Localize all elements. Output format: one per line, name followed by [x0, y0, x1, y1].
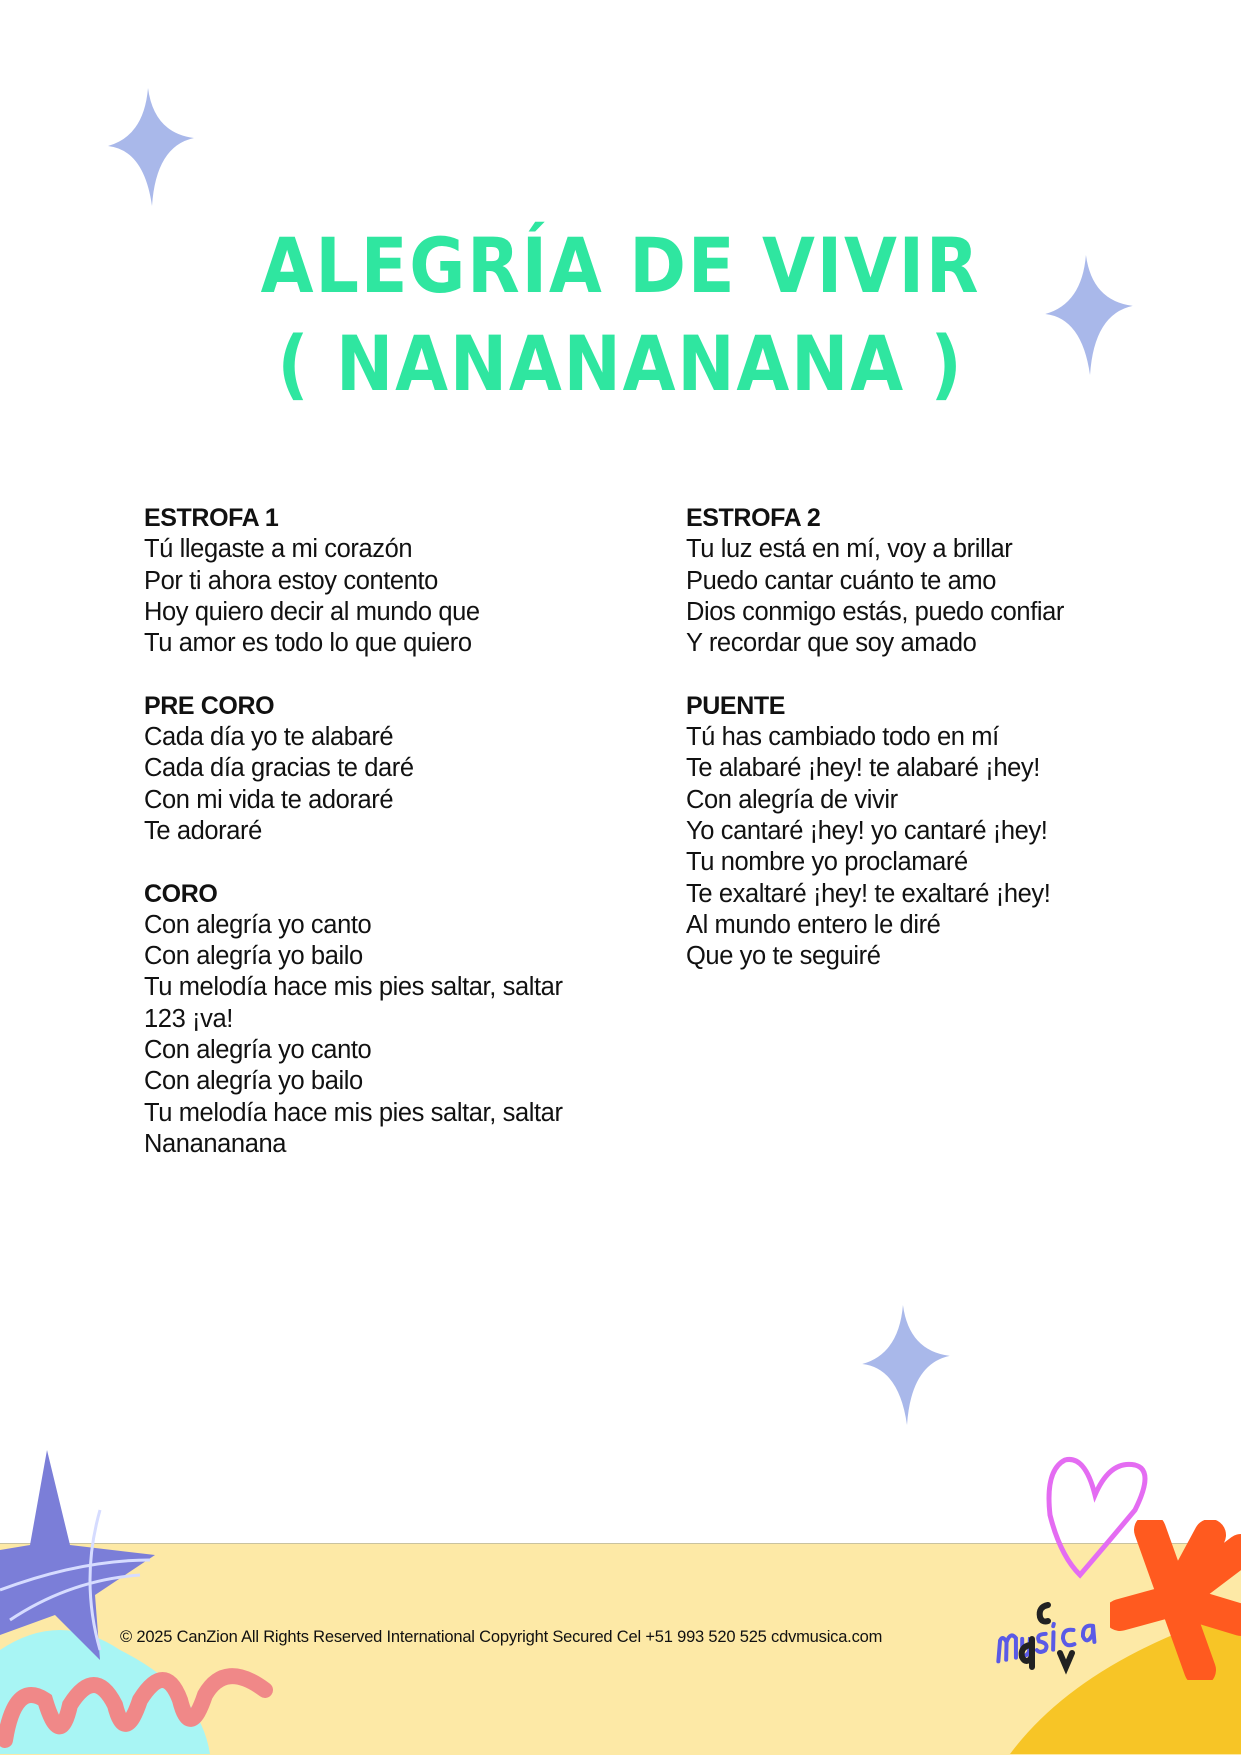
lyric-line: Te alabaré ¡hey! te alabaré ¡hey! [686, 754, 1040, 783]
lyric-line: Tú llegaste a mi corazón [144, 535, 413, 564]
lyrics-left-column [144, 503, 563, 1192]
lyric-line: 123 ¡va! [144, 1004, 233, 1033]
lyric-line: Que yo te seguiré [686, 942, 881, 971]
section-estrofa-1 [144, 503, 563, 659]
section-heading: ESTROFA 2 [686, 504, 821, 532]
lyric-line: Te exaltaré ¡hey! te exaltaré ¡hey! [686, 879, 1051, 908]
section-estrofa-2 [686, 503, 1064, 659]
lyric-line: Al mundo entero le diré [686, 910, 941, 939]
lyric-line: Dios conmigo estás, puedo confiar [686, 597, 1065, 626]
lyric-line: Con mi vida te adoraré [144, 785, 394, 814]
lyric-line: Cada día yo te alabaré [144, 723, 394, 752]
section-coro [144, 879, 563, 1161]
sparkle-icon [862, 1305, 950, 1425]
squiggle-decoration [0, 1660, 280, 1750]
lyric-line: Yo cantaré ¡hey! yo cantaré ¡hey! [686, 816, 1048, 845]
lyric-line: Con alegría yo canto [144, 910, 372, 939]
lyric-line: Con alegría yo bailo [144, 942, 363, 971]
lyric-line: Nanananana [144, 1129, 287, 1158]
section-puente [686, 691, 1064, 973]
sparkle-icon [108, 88, 194, 206]
lyric-line: Tu amor es todo lo que quiero [144, 629, 472, 658]
lyric-line: Tu melodía hace mis pies saltar, saltar [144, 1098, 563, 1127]
song-title-line1: ALEGRÍA DE VIVIR [260, 221, 981, 310]
section-heading: PRE CORO [144, 691, 275, 720]
cdv-musica-logo [990, 1595, 1125, 1675]
song-title-line2: ( NANANANANA ) [277, 319, 964, 408]
lyrics-right-column [686, 503, 1064, 1004]
copyright-footer: © 2025 CanZion All Rights Reserved International Copyright Secured Cel +51 993 520 525 cdvmusica.com [120, 1628, 883, 1646]
lyric-line: Con alegría yo canto [144, 1036, 372, 1065]
lyric-line: Con alegría de vivir [686, 785, 898, 814]
section-heading: ESTROFA 1 [144, 504, 279, 532]
lyric-line: Tu nombre yo proclamaré [686, 848, 968, 877]
section-heading: CORO [144, 879, 218, 908]
section-heading: PUENTE [686, 691, 786, 720]
lyric-line: Tu melodía hace mis pies saltar, saltar [144, 973, 563, 1002]
flower-icon [1110, 1520, 1241, 1680]
lyric-line: Tú has cambiado todo en mí [686, 723, 999, 752]
lyric-line: Por ti ahora estoy contento [144, 566, 438, 595]
section-pre-coro [144, 691, 563, 847]
lyric-line: Te adoraré [144, 816, 262, 845]
lyric-line: Puedo cantar cuánto te amo [686, 566, 996, 595]
lyric-line: Hoy quiero decir al mundo que [144, 597, 480, 626]
lyric-line: Y recordar que soy amado [686, 629, 977, 658]
lyric-line: Con alegría yo bailo [144, 1067, 363, 1096]
lyric-line: Cada día gracias te daré [144, 754, 414, 783]
lyric-line: Tu luz está en mí, voy a brillar [686, 535, 1013, 564]
